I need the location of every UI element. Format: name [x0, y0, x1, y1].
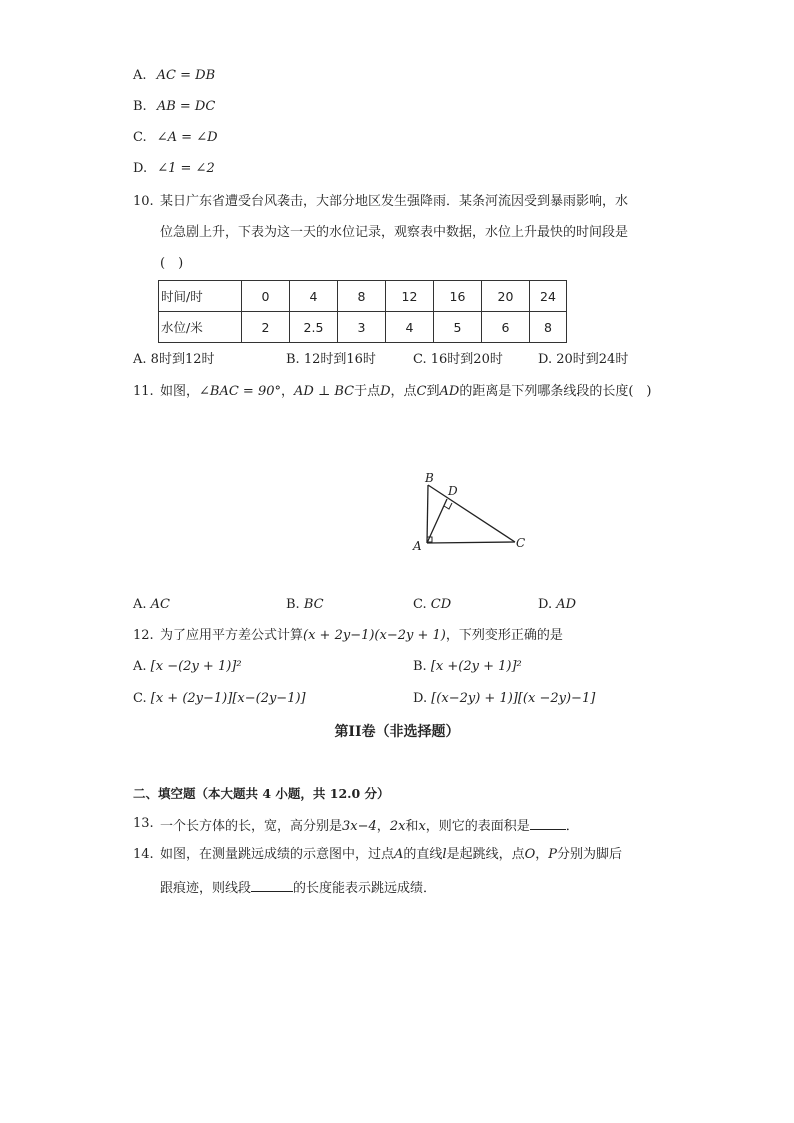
segment-ab [427, 485, 428, 543]
segment-ad [427, 499, 447, 543]
q12-text: 为了应用平方差公式计算(x + 2y−1)(x−2y + 1)，下列变形正确的是 [160, 628, 563, 643]
q10-option-a: A. 8时到12时 [133, 352, 215, 367]
q12-option-d: D. [(x−2y) + 1)][(x −2y)−1] [413, 691, 596, 706]
q11-option-b: B. BC [286, 597, 324, 612]
table-cell: 2.5 [290, 312, 338, 343]
label-b: B [425, 471, 434, 485]
q12-option-b: B. [x +(2y + 1)]² [413, 659, 522, 674]
q14-answer-blank[interactable] [251, 877, 293, 892]
water-level-table [158, 280, 567, 343]
section-2-title: 第II卷（非选择题） [334, 724, 460, 740]
table-cell: 20 [482, 281, 530, 312]
q9-option-b: B. AB = DC [133, 99, 216, 114]
q13-answer-blank[interactable] [530, 815, 566, 830]
q10-text-line1: 某日广东省遭受台风袭击，大部分地区发生强降雨．某条河流因受到暴雨影响，水 [160, 194, 629, 209]
table-row-level [159, 312, 567, 343]
q9-option-c: C. ∠A = ∠D [133, 130, 218, 145]
q10-number: 10. [133, 194, 154, 209]
q11-option-a: A. AC [133, 597, 171, 612]
table-cell: 4 [386, 312, 434, 343]
q10-text-line3: ( ) [160, 256, 184, 271]
q14-text-line1: 如图，在测量跳远成绩的示意图中，过点A的直线l是起跳线，点O，P分别为脚后 [160, 847, 623, 862]
segment-ac [427, 542, 515, 543]
table-cell: 2 [242, 312, 290, 343]
q10-option-c: C. 16时到20时 [413, 352, 503, 367]
table-cell: 5 [434, 312, 482, 343]
q10-text-line2: 位急剧上升，下表为这一天的水位记录，观察表中数据，水位上升最快的时间段是 [160, 225, 629, 240]
q11-text: 如图，∠BAC = 90°，AD ⊥ BC于点D，点C到AD的距离是下列哪条线段的长度( ) [160, 384, 652, 399]
table-row-time [159, 281, 567, 312]
q11-option-c: C. CD [413, 597, 452, 612]
q9-option-a: A. AC = DB [133, 68, 216, 83]
q10-option-b: B. 12时到16时 [286, 352, 376, 367]
table-cell: 16 [434, 281, 482, 312]
q14-text-line2: 跟痕迹，则线段 的长度能表示跳远成绩． [160, 877, 436, 898]
table-cell: 24 [530, 281, 567, 312]
table-cell: 3 [338, 312, 386, 343]
q11-number: 11. [133, 384, 154, 399]
q11-option-d: D. AD [538, 597, 577, 612]
table-cell: 8 [338, 281, 386, 312]
table-header-level: 水位/米 [159, 312, 242, 343]
table-header-time: 时间/时 [159, 281, 242, 312]
q12-option-a: A. [x −(2y + 1)]² [133, 659, 242, 674]
table-cell: 12 [386, 281, 434, 312]
q9-option-d: D. ∠1 = ∠2 [133, 161, 215, 176]
table-cell: 8 [530, 312, 567, 343]
triangle-figure [405, 470, 535, 555]
q12-number: 12. [133, 628, 154, 643]
table-cell: 6 [482, 312, 530, 343]
q10-option-d: D. 20时到24时 [538, 352, 629, 367]
q12-option-c: C. [x + (2y−1)][x−(2y−1)] [133, 691, 306, 706]
q13-number: 13. [133, 816, 154, 831]
label-a: A [413, 539, 422, 553]
label-c: C [516, 536, 526, 550]
table-cell: 4 [290, 281, 338, 312]
q13-text: 一个长方体的长，宽，高分别是3x−4，2x和x，则它的表面积是 ． [160, 815, 579, 836]
label-d: D [448, 484, 458, 498]
q14-number: 14. [133, 847, 154, 862]
part-2-heading: 二、填空题（本大题共 4 小题，共 12.0 分） [133, 786, 390, 801]
table-cell: 0 [242, 281, 290, 312]
